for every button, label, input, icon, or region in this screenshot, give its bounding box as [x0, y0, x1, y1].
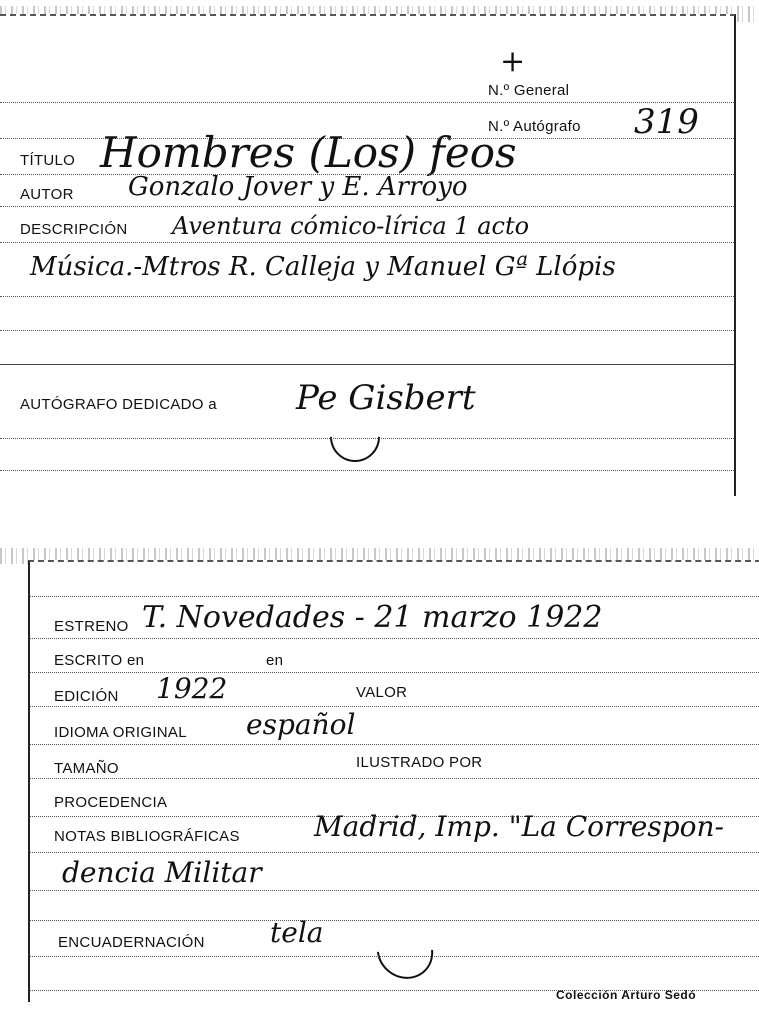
rule [30, 638, 759, 639]
notas-label: NOTAS BIBLIOGRÁFICAS [54, 828, 240, 845]
rule [0, 242, 734, 243]
notas-value-2: dencia Militar [62, 856, 262, 889]
autografo-value: 319 [634, 102, 699, 142]
rule [30, 956, 759, 957]
rule [30, 706, 759, 707]
edicion-value: 1922 [156, 672, 228, 705]
ilustrado-label: ILUSTRADO POR [356, 754, 483, 771]
cross-mark: + [500, 44, 526, 79]
encuadernacion-value: tela [270, 916, 324, 949]
dedicado-label: AUTÓGRAFO DEDICADO a [20, 396, 217, 413]
catalog-card-front [0, 14, 736, 496]
descripcion-label: DESCRIPCIÓN [20, 221, 128, 238]
tamano-label: TAMAÑO [54, 760, 119, 777]
catalog-card-back [28, 560, 759, 1002]
notas-value-1: Madrid, Imp. "La Correspon- [314, 810, 725, 843]
rule [30, 920, 759, 921]
titulo-value: Hombres (Los) feos [100, 128, 517, 177]
encuadernacion-label: ENCUADERNACIÓN [58, 934, 205, 951]
rule [0, 296, 734, 297]
rule [0, 364, 734, 365]
descripcion-value-2: Música.-Mtros R. Calleja y Manuel Gª Llópis [30, 252, 616, 282]
rule [0, 470, 734, 471]
idioma-value: español [246, 708, 356, 741]
rule [0, 438, 734, 439]
rule [30, 778, 759, 779]
valor-label: VALOR [356, 684, 408, 701]
autor-value: Gonzalo Jover y E. Arroyo [128, 172, 468, 202]
rule [30, 852, 759, 853]
dedicado-value: Pe Gisbert [296, 378, 476, 418]
rule [0, 206, 734, 207]
rule [0, 330, 734, 331]
escrito-label: ESCRITO en [54, 652, 145, 669]
autor-label: AUTOR [20, 186, 74, 203]
procedencia-label: PROCEDENCIA [54, 794, 168, 811]
autografo-label: N.º Autógrafo [488, 118, 581, 135]
rule [30, 596, 759, 597]
descripcion-value-1: Aventura cómico-lírica 1 acto [172, 212, 530, 240]
stamp-mark [365, 912, 444, 991]
idioma-label: IDIOMA ORIGINAL [54, 724, 187, 741]
general-label: N.º General [488, 82, 570, 99]
estreno-value: T. Novedades - 21 marzo 1922 [142, 600, 603, 635]
en-label: en [266, 652, 284, 669]
rule [30, 890, 759, 891]
estreno-label: ESTRENO [54, 618, 129, 635]
collection-credit: Colección Arturo Sedó [556, 988, 697, 1002]
edicion-label: EDICIÓN [54, 688, 119, 705]
rule [30, 672, 759, 673]
rule [30, 744, 759, 745]
rule [0, 102, 734, 103]
titulo-label: TÍTULO [20, 152, 76, 169]
